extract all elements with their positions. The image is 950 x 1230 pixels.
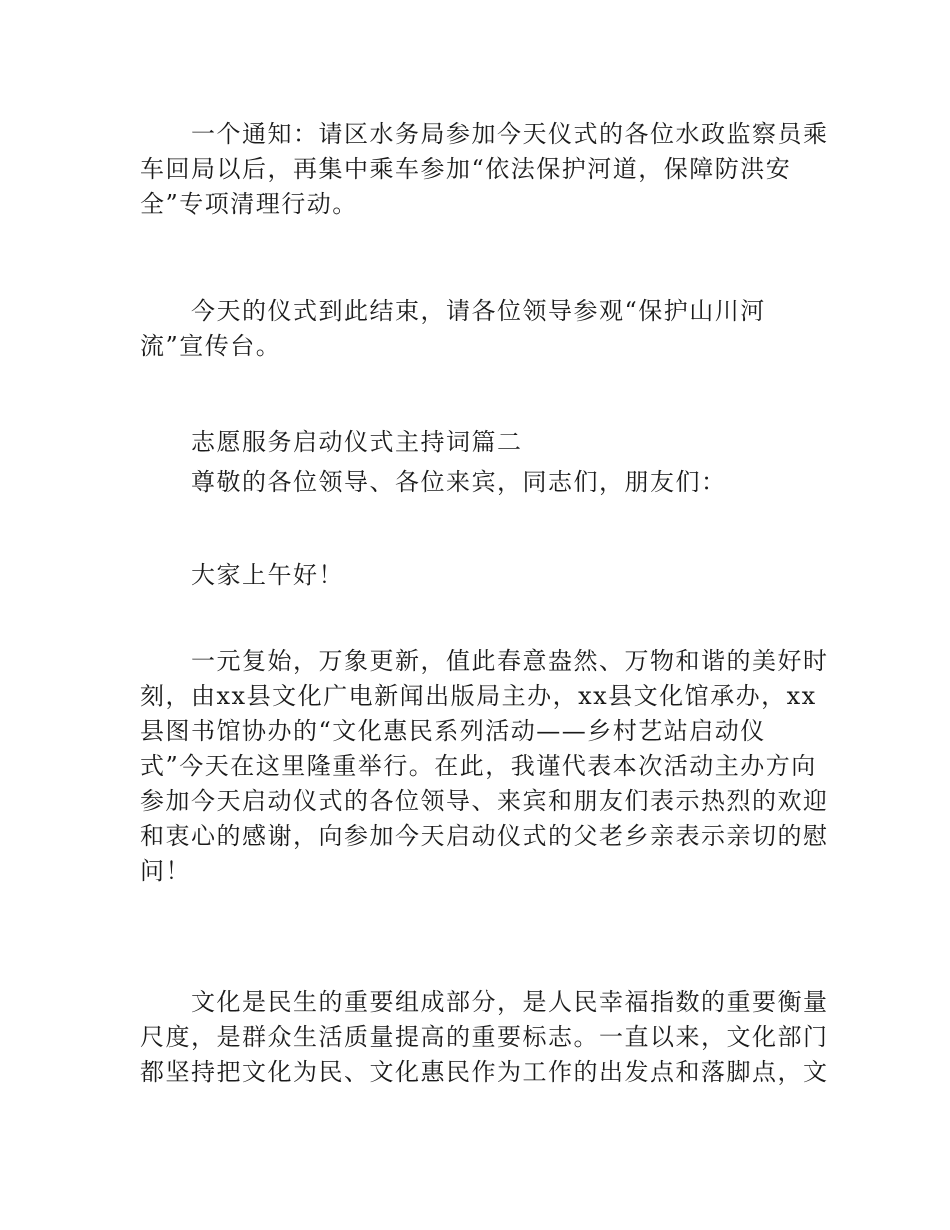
- paragraph-line: 参加今天启动仪式的各位领导、来宾和朋友们表示热烈的欢迎: [140, 787, 829, 815]
- paragraph-closing: [140, 294, 820, 364]
- paragraph-line: 一个通知：请区水务局参加今天仪式的各位水政监察员乘: [191, 120, 829, 148]
- paragraph-culture: [140, 985, 829, 1090]
- greeting: [140, 558, 820, 593]
- paragraph-line: 刻，由xx县文化广电新闻出版局主办，xx县文化馆承办，xx: [140, 682, 817, 710]
- greeting-line: 大家上午好！: [191, 561, 344, 589]
- salutation: [140, 465, 820, 500]
- paragraph-line: 一元复始，万象更新，值此春意盎然、万物和谐的美好时: [191, 647, 829, 675]
- paragraph-line: 都坚持把文化为民、文化惠民作为工作的出发点和落脚点，文: [140, 1058, 829, 1086]
- paragraph-line: 问！: [140, 857, 191, 885]
- section-heading: [140, 425, 820, 460]
- paragraph-line: 车回局以后，再集中乘车参加“依法保护河道，保障防洪安: [140, 155, 792, 183]
- paragraph-notice: [140, 117, 829, 222]
- paragraph-line: 今天的仪式到此结束，请各位领导参观“保护山川河: [191, 297, 766, 325]
- paragraph-line: 全”专项清理行动。: [140, 190, 358, 218]
- heading-line: 志愿服务启动仪式主持词篇二: [191, 428, 523, 456]
- paragraph-line: 流”宣传台。: [140, 332, 282, 360]
- paragraph-line: 文化是民生的重要组成部分，是人民幸福指数的重要衡量: [191, 988, 829, 1016]
- paragraph-line: 县图书馆协办的“文化惠民系列活动——乡村艺站启动仪: [140, 717, 766, 745]
- paragraph-line: 和衷心的感谢，向参加今天启动仪式的父老乡亲表示亲切的慰: [140, 822, 829, 850]
- paragraph-opening: [140, 644, 829, 889]
- paragraph-line: 尺度，是群众生活质量提高的重要标志。一直以来，文化部门: [140, 1023, 829, 1051]
- paragraph-line: 式”今天在这里隆重举行。在此，我谨代表本次活动主办方向: [140, 752, 817, 780]
- salutation-line: 尊敬的各位领导、各位来宾，同志们，朋友们：: [191, 468, 727, 496]
